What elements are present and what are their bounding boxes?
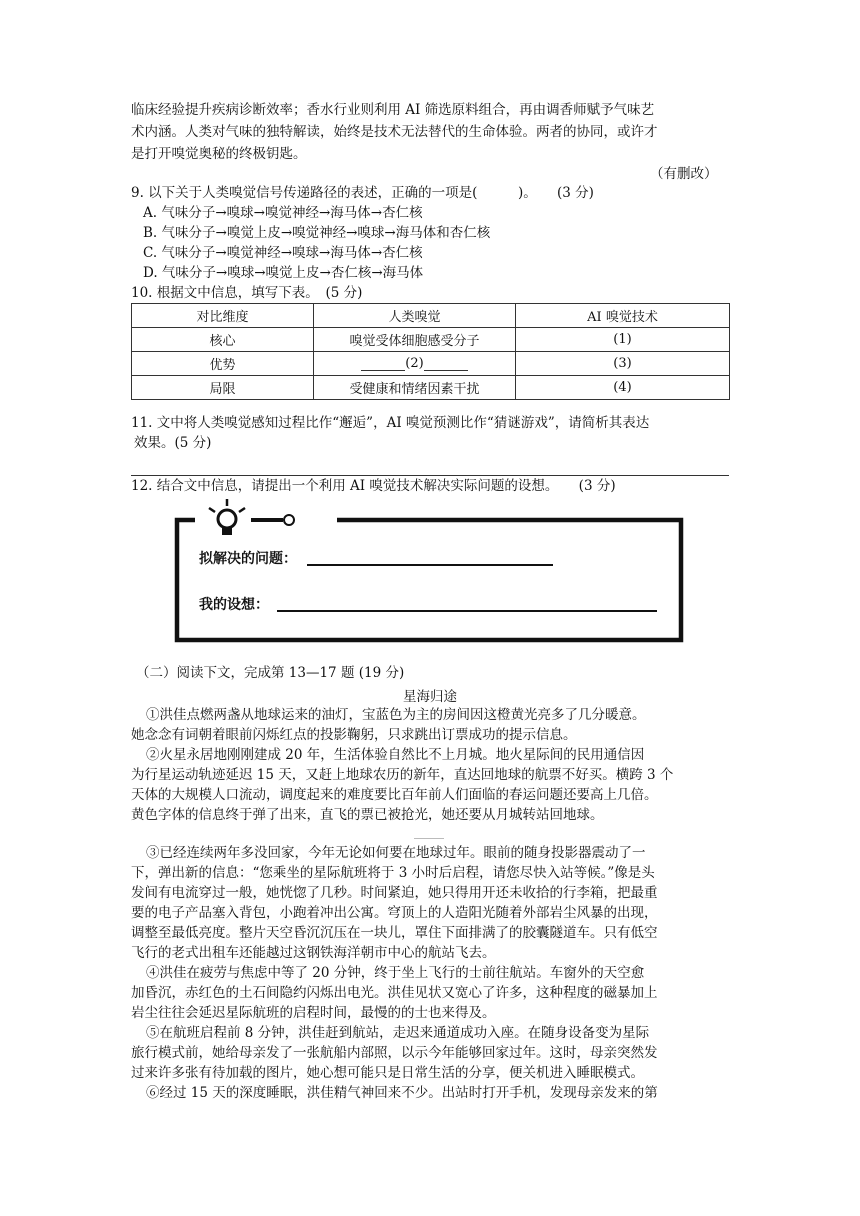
table-cell: 嗅觉受体细胞感受分子	[314, 328, 516, 352]
table-cell: (3)	[516, 352, 730, 376]
table-cell: 受健康和情绪因素干扰	[314, 376, 516, 400]
table-header-row	[132, 304, 730, 328]
question-9-stem: 9. 以下关于人类嗅觉信号传递路径的表述，正确的一项是( )。 (3 分)	[131, 185, 594, 201]
paragraph-line: 黄色字体的信息终于弹了出来，直飞的票已被抢光，她还要从月城转站回地球。	[131, 807, 604, 823]
table-cell: 局限	[132, 376, 314, 400]
paragraph-line: 过来许多张有待加载的图片，她心想可能只是日常生活的分享，便关机进入睡眠模式。	[131, 1065, 644, 1081]
story-title: 星海归途	[403, 689, 457, 705]
paragraph-line: 要的电子产品塞入背包，小跑着冲出公寓。穹顶上的人造阳光随着外部岩尘风暴的出现，	[131, 905, 658, 921]
table-header: 对比维度	[132, 304, 314, 328]
table-cell: (2)	[405, 356, 424, 371]
idea-label: 我的设想：	[199, 597, 269, 613]
idea-answer-line[interactable]	[277, 610, 657, 612]
table-cell: (4)	[516, 376, 730, 400]
paragraph-line: ③已经连续两年多没回家，今年无论如何要在地球过年。眼前的随身投影器震动了一	[146, 845, 646, 861]
problem-label: 拟解决的问题：	[199, 551, 297, 567]
table-header: AI 嗅觉技术	[516, 304, 730, 328]
comparison-table	[131, 303, 730, 400]
paragraph-line: 发间有电流穿过一般，她恍惚了几秒。时间紧迫，她只得用开还未收拾的行李箱，把最重	[131, 885, 658, 901]
intro-line: 是打开嗅觉奥秘的终极钥匙。	[131, 146, 307, 162]
paragraph-line: ⑤在航班启程前 8 分钟，洪佳赶到航站，走迟来通道成功入座。在随身设备变为星际	[146, 1025, 650, 1041]
table-row	[132, 352, 730, 376]
idea-card	[171, 498, 687, 646]
table-cell: 核心	[132, 328, 314, 352]
paragraph-line: 调整至最低亮度。整片天空昏沉沉压在一块儿，罩住下面排满了的胶囊隧道车。只有低空	[131, 925, 658, 941]
paragraph-line: ②火星永居地刚刚建成 20 年，生活体验自然比不上月城。地火星际间的民用通信因	[146, 747, 645, 763]
paragraph-line: 为行星运动轨迹延迟 15 天，又赶上地球农历的新年，直达回地球的航票不好买。横跨 3 个	[131, 767, 674, 783]
table-row	[132, 328, 730, 352]
paragraph-line: 加昏沉，赤红色的土石间隐约闪烁出电光。洪佳见状又宽心了许多，这种程度的磁暴加上	[131, 985, 658, 1001]
paragraph-line: 岩尘往往会延迟星际航班的启程时间，最慢的的士也来得及。	[131, 1005, 496, 1021]
lightbulb-icon	[203, 498, 251, 540]
question-12-stem: 12. 结合文中信息，请提出一个利用 AI 嗅觉技术解决实际问题的设想。 (3 分)	[131, 478, 616, 494]
table-cell: 优势	[132, 352, 314, 376]
option-b: B. 气味分子→嗅觉上皮→嗅觉神经→嗅球→海马体和杏仁核	[143, 225, 491, 241]
section-header: （二）阅读下文，完成第 13—17 题 (19 分)	[136, 665, 405, 681]
paragraph-line: ⑥经过 15 天的深度睡眠，洪佳精气神回来不少。出站时打开手机，发现母亲发来的第	[146, 1085, 658, 1101]
paragraph-line: 天体的大规模人口流动，调度起来的难度要比百年前人们面临的春运问题还要高上几倍。	[131, 787, 658, 803]
question-11-line: 11. 文中将人类嗅觉感知过程比作“邂逅”，AI 嗅觉预测比作“猜谜游戏”，请简析其表达	[131, 415, 650, 431]
table-cell: (1)	[516, 328, 730, 352]
paragraph-line: 她念念有词朝着眼前闪烁红点的投影鞠躬，只求跳出订票成功的提示信息。	[131, 727, 577, 743]
option-c: C. 气味分子→嗅觉神经→嗅球→海马体→杏仁核	[143, 245, 423, 261]
problem-answer-line[interactable]	[307, 564, 553, 566]
option-a: A. 气味分子→嗅球→嗅觉神经→海马体→杏仁核	[143, 205, 423, 221]
table-row	[132, 376, 730, 400]
option-d: D. 气味分子→嗅球→嗅觉上皮→杏仁核→海马体	[143, 265, 424, 281]
question-10-stem: 10. 根据文中信息，填写下表。 (5 分)	[131, 285, 363, 301]
paragraph-line: 旅行模式前，她给母亲发了一张航船内部照，以示今年能够回家过年。这时，母亲突然发	[131, 1045, 658, 1061]
intro-line: 临床经验提升疾病诊断效率；香水行业则利用 AI 筛选原料组合，再由调香师赋予气味艺	[131, 102, 655, 118]
intro-line: 术内涵。人类对气味的独特解读，始终是技术无法替代的生命体验。两者的协同，或许才	[131, 124, 658, 140]
paragraph-line: 下，弹出新的信息：“您乘坐的星际航班将于 3 小时后启程，请您尽快入站等候。”像是头	[131, 865, 655, 881]
paragraph-line: ④洪佳在疲劳与焦虑中等了 20 分钟，终于坐上飞行的士前往航站。车窗外的天空愈	[146, 965, 645, 981]
paragraph-line: ①洪佳点燃两盏从地球运来的油灯，宝蓝色为主的房间因这橙黄光亮多了几分暖意。	[146, 707, 646, 723]
paragraph-line: 飞行的老式出租车还能越过这钢铁海洋朝市中心的航站飞去。	[131, 945, 496, 961]
page-divider	[414, 838, 444, 839]
edit-note: （有删改）	[650, 166, 718, 182]
question-11-line: 效果。(5 分)	[134, 435, 212, 451]
answer-blank-cell[interactable]	[314, 352, 516, 376]
table-header: 人类嗅觉	[314, 304, 516, 328]
